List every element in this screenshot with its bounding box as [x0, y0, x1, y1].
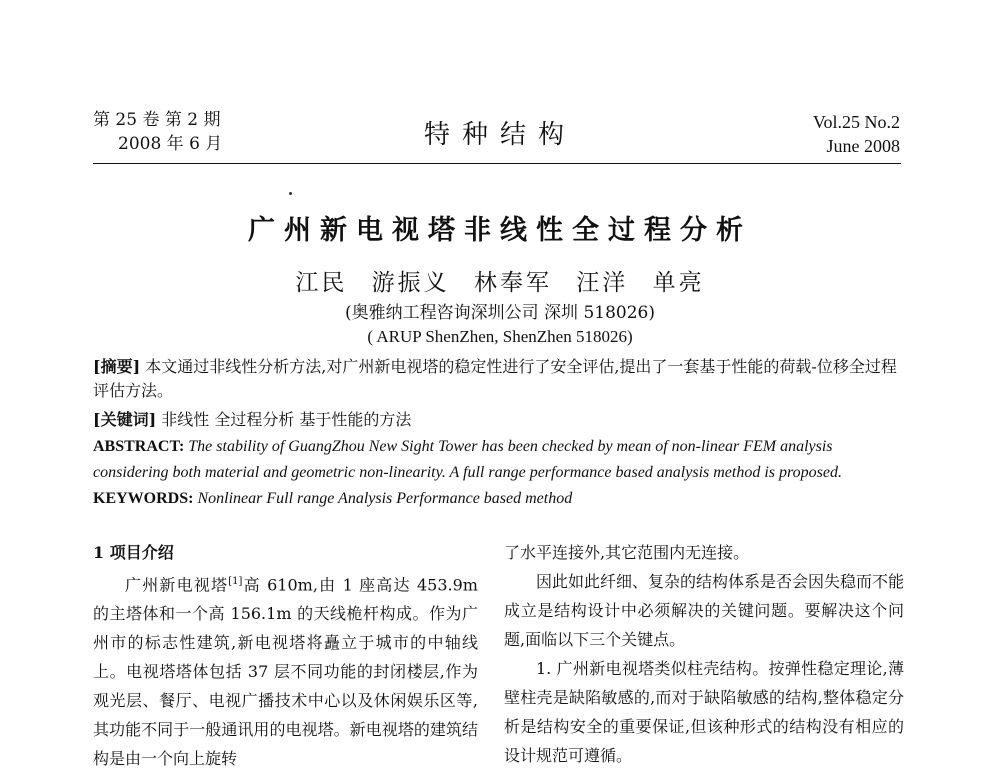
para-text: 广州新电视塔	[125, 575, 229, 595]
abstract-en	[93, 434, 903, 486]
keywords-cn-text: 非线性 全过程分析 基于性能的方法	[161, 410, 412, 429]
authors: 江民 游振义 林奉军 汪洋 单亮	[295, 270, 705, 296]
keywords-en-text: Nonlinear Full range Analysis Performance based method	[197, 490, 573, 507]
affiliation-en: ( ARUP ShenZhen, ShenZhen 518026)	[367, 327, 633, 346]
header-rule	[93, 163, 901, 164]
keywords-cn	[93, 408, 903, 432]
body-paragraph: 1. 广州新电视塔类似柱壳结构。按弹性稳定理论,薄壁柱壳是缺陷敏感的,而对于缺陷敏感的结构,整体稳定分析是结构安全的重要保证,但该种形式的结构没有相应的设计规范可遵循。	[504, 659, 904, 765]
left-column	[93, 538, 478, 773]
volume-issue: 第 25 卷 第 2 期	[93, 110, 221, 130]
journal-name: 特种结构	[423, 120, 576, 150]
volume-issue-en: Vol.25 No.2	[812, 112, 900, 132]
abstract-cn-text: 本文通过非线性分析方法,对广州新电视塔的稳定性进行了安全评估,提出了一套基于性能的荷载-位移全过程评估方法。	[93, 357, 897, 400]
stray-dot	[289, 192, 292, 195]
abstract-en-text: The stability of GuangZhou New Sight Tower has been checked by mean of non-linear FEM analysis considering both material and geometric non-linearity. A full range performance based analysis method is proposed.	[93, 438, 842, 481]
abstract-cn	[93, 355, 903, 403]
affiliation-cn: (奥雅纳工程咨询深圳公司 深圳 518026)	[345, 303, 655, 323]
abstract-en-label: ABSTRACT:	[93, 438, 185, 455]
keywords-en-label: KEYWORDS:	[93, 490, 194, 507]
issue-date: 2008 年 6 月	[118, 134, 223, 154]
body-paragraph: 因此如此纤细、复杂的结构体系是否会因失稳而不能成立是结构设计中必须解决的关键问题。要解决这个问题,面临以下三个关键点。	[504, 572, 905, 649]
para-text: 高 610m,由 1 座高达 453.9m 的主塔体和一个高 156.1m 的天线桅杆构成。作为广州市的标志性建筑,新电视塔将矗立于城市的中轴线上。电视塔塔体包括 37 层不同功能的封闭楼层,作为观光层、餐厅、电视广播技术中心以及休闲娱乐区等,其功能不同于一般通讯用的电视塔。新电视塔的建筑结构是由一个向上旋转	[93, 575, 478, 769]
body-paragraph	[93, 567, 478, 773]
keywords-cn-label: [关键词]	[93, 410, 157, 429]
journal-volume-en	[813, 110, 900, 158]
keywords-en	[93, 486, 903, 512]
right-column	[504, 538, 904, 770]
paper-title: 广州新电视塔非线性全过程分析	[248, 215, 752, 246]
issue-date-en: June 2008	[826, 136, 900, 156]
abstract-cn-label: [摘要]	[93, 357, 141, 376]
citation-ref: [1]	[228, 576, 243, 587]
section-heading: 1 项目介绍	[93, 543, 174, 562]
continued-paragraph: 了水平连接外,其它范围内无连接。	[504, 543, 750, 562]
